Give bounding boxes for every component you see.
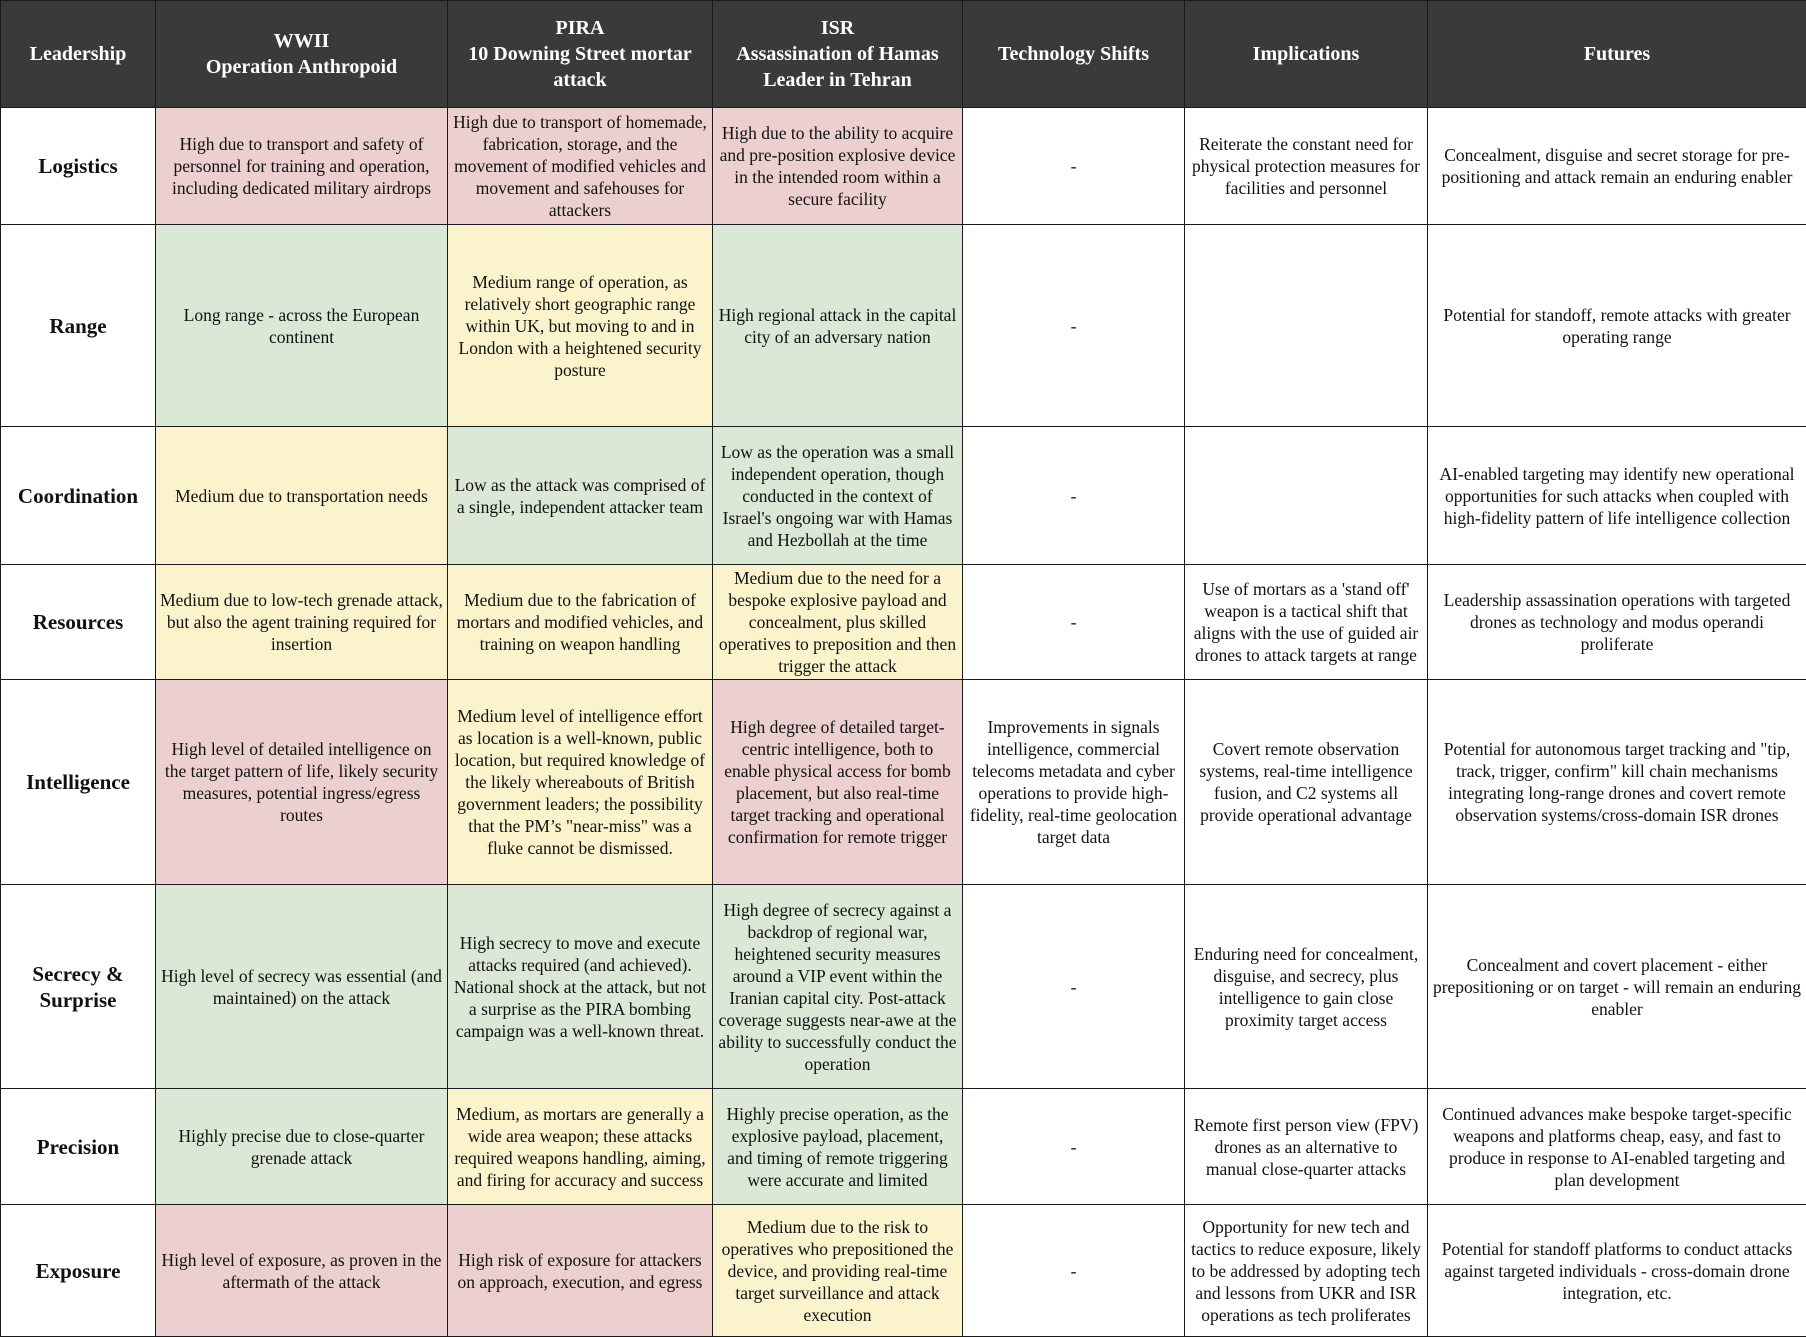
header-wwii bbox=[156, 1, 448, 108]
row-label-line: Surprise bbox=[5, 987, 151, 1013]
header-technology-shifts: Technology Shifts bbox=[963, 1, 1185, 108]
cell-wwii: High level of exposure, as proven in the aftermath of the attack bbox=[156, 1205, 448, 1337]
cell-pira: Low as the attack was comprised of a single, independent attacker team bbox=[448, 427, 713, 565]
header-isr-line: Assassination of Hamas bbox=[717, 41, 958, 67]
header-pira-line: PIRA bbox=[452, 15, 708, 41]
row-label-line: Secrecy & bbox=[5, 961, 151, 987]
row-label bbox=[1, 885, 156, 1089]
table-row-secrecy-surprise bbox=[1, 885, 1806, 1089]
cell-pira: Medium range of operation, as relatively short geographic range within UK, but moving to and in London with a heightened security posture bbox=[448, 225, 713, 427]
cell-pira: Medium, as mortars are generally a wide area weapon; these attacks required weapons handling, aiming, and firing for accuracy and success bbox=[448, 1089, 713, 1205]
header-isr bbox=[713, 1, 963, 108]
row-label-line: Intelligence bbox=[5, 769, 151, 795]
cell-wwii: Long range - across the European continent bbox=[156, 225, 448, 427]
header-row bbox=[1, 1, 1806, 108]
cell-pira: Medium level of intelligence effort as location is a well-known, public location, but required knowledge of the likely whereabouts of British government leaders; the possibility that the PM’s "near-miss" was a fluke cannot be dismissed. bbox=[448, 680, 713, 885]
cell-isr: Medium due to the risk to operatives who prepositioned the device, and providing real-time target surveillance and attack execution bbox=[713, 1205, 963, 1337]
row-label-line: Range bbox=[5, 313, 151, 339]
header-leadership: Leadership bbox=[1, 1, 156, 108]
cell-isr: High due to the ability to acquire and pre-position explosive device in the intended room within a secure facility bbox=[713, 108, 963, 225]
table-row-exposure bbox=[1, 1205, 1806, 1337]
cell-technology-shifts: Improvements in signals intelligence, commercial telecoms metadata and cyber operations to provide high-fidelity, real-time geolocation target data bbox=[963, 680, 1185, 885]
row-label bbox=[1, 565, 156, 680]
cell-futures: AI-enabled targeting may identify new operational opportunities for such attacks when coupled with high-fidelity pattern of life intelligence collection bbox=[1428, 427, 1806, 565]
cell-futures: Leadership assassination operations with targeted drones as technology and modus operandi proliferate bbox=[1428, 565, 1806, 680]
cell-technology-shifts: - bbox=[963, 1205, 1185, 1337]
cell-wwii: Medium due to low-tech grenade attack, but also the agent training required for insertion bbox=[156, 565, 448, 680]
header-pira-line: 10 Downing Street mortar bbox=[452, 41, 708, 67]
header-pira-line: attack bbox=[452, 67, 708, 93]
cell-implications: Opportunity for new tech and tactics to reduce exposure, likely to be addressed by adopting tech and lessons from UKR and ISR operations as tech proliferates bbox=[1185, 1205, 1428, 1337]
header-wwii-line: Operation Anthropoid bbox=[160, 54, 443, 80]
header-futures: Futures bbox=[1428, 1, 1806, 108]
row-label-line: Coordination bbox=[5, 483, 151, 509]
cell-technology-shifts: - bbox=[963, 108, 1185, 225]
cell-isr: Medium due to the need for a bespoke explosive payload and concealment, plus skilled operatives to preposition and then trigger the attack bbox=[713, 565, 963, 680]
cell-wwii: High level of secrecy was essential (and maintained) on the attack bbox=[156, 885, 448, 1089]
cell-implications: Enduring need for concealment, disguise, and secrecy, plus intelligence to gain close proximity target access bbox=[1185, 885, 1428, 1089]
row-label bbox=[1, 108, 156, 225]
cell-implications: Reiterate the constant need for physical protection measures for facilities and personnel bbox=[1185, 108, 1428, 225]
cell-isr: High regional attack in the capital city of an adversary nation bbox=[713, 225, 963, 427]
cell-pira: High due to transport of homemade, fabrication, storage, and the movement of modified vehicles and movement and safehouses for attackers bbox=[448, 108, 713, 225]
table-row-coordination bbox=[1, 427, 1806, 565]
row-label bbox=[1, 680, 156, 885]
row-label-line: Exposure bbox=[5, 1258, 151, 1284]
cell-futures: Potential for standoff, remote attacks with greater operating range bbox=[1428, 225, 1806, 427]
cell-isr: Low as the operation was a small independent operation, though conducted in the context of Israel's ongoing war with Hamas and Hezbollah at the time bbox=[713, 427, 963, 565]
table-row-precision bbox=[1, 1089, 1806, 1205]
cell-pira: High risk of exposure for attackers on approach, execution, and egress bbox=[448, 1205, 713, 1337]
cell-futures: Potential for autonomous target tracking and "tip, track, trigger, confirm" kill chain mechanisms integrating long-range drones and covert remote observation systems/cross-domain ISR drones bbox=[1428, 680, 1806, 885]
cell-wwii: High level of detailed intelligence on the target pattern of life, likely security measures, potential ingress/egress routes bbox=[156, 680, 448, 885]
cell-implications: Remote first person view (FPV) drones as an alternative to manual close-quarter attacks bbox=[1185, 1089, 1428, 1205]
cell-pira: High secrecy to move and execute attacks required (and achieved). National shock at the attack, but not a surprise as the PIRA bombing campaign was a well-known threat. bbox=[448, 885, 713, 1089]
table-row-resources bbox=[1, 565, 1806, 680]
cell-pira: Medium due to the fabrication of mortars and modified vehicles, and training on weapon handling bbox=[448, 565, 713, 680]
cell-isr: Highly precise operation, as the explosive payload, placement, and timing of remote triggering were accurate and limited bbox=[713, 1089, 963, 1205]
cell-wwii: High due to transport and safety of personnel for training and operation, including dedicated military airdrops bbox=[156, 108, 448, 225]
cell-technology-shifts: - bbox=[963, 1089, 1185, 1205]
cell-futures: Continued advances make bespoke target-specific weapons and platforms cheap, easy, and fast to produce in response to AI-enabled targeting and plan development bbox=[1428, 1089, 1806, 1205]
cell-technology-shifts: - bbox=[963, 885, 1185, 1089]
cell-technology-shifts: - bbox=[963, 565, 1185, 680]
row-label-line: Precision bbox=[5, 1134, 151, 1160]
row-label-line: Resources bbox=[5, 609, 151, 635]
cell-isr: High degree of detailed target-centric intelligence, both to enable physical access for bomb placement, but also real-time target tracking and operational confirmation for remote trigger bbox=[713, 680, 963, 885]
header-pira bbox=[448, 1, 713, 108]
header-isr-line: Leader in Tehran bbox=[717, 67, 958, 93]
cell-futures: Concealment, disguise and secret storage for pre-positioning and attack remain an enduring enabler bbox=[1428, 108, 1806, 225]
header-wwii-line: WWII bbox=[160, 28, 443, 54]
header-implications: Implications bbox=[1185, 1, 1428, 108]
cell-implications bbox=[1185, 225, 1428, 427]
header-isr-line: ISR bbox=[717, 15, 958, 41]
cell-technology-shifts: - bbox=[963, 225, 1185, 427]
row-label bbox=[1, 1089, 156, 1205]
row-label bbox=[1, 225, 156, 427]
cell-wwii: Medium due to transportation needs bbox=[156, 427, 448, 565]
cell-futures: Potential for standoff platforms to conduct attacks against targeted individuals - cross-domain drone integration, etc. bbox=[1428, 1205, 1806, 1337]
cell-technology-shifts: - bbox=[963, 427, 1185, 565]
table-row-intelligence bbox=[1, 680, 1806, 885]
cell-implications bbox=[1185, 427, 1428, 565]
cell-implications: Use of mortars as a 'stand off' weapon is a tactical shift that aligns with the use of guided air drones to attack targets at range bbox=[1185, 565, 1428, 680]
table-row-logistics bbox=[1, 108, 1806, 225]
row-label bbox=[1, 1205, 156, 1337]
cell-futures: Concealment and covert placement - either prepositioning or on target - will remain an enduring enabler bbox=[1428, 885, 1806, 1089]
cell-implications: Covert remote observation systems, real-time intelligence fusion, and C2 systems all provide operational advantage bbox=[1185, 680, 1428, 885]
row-label-line: Logistics bbox=[5, 153, 151, 179]
row-label bbox=[1, 427, 156, 565]
cell-isr: High degree of secrecy against a backdrop of regional war, heightened security measures around a VIP event within the Iranian capital city. Post-attack coverage suggests near-awe at the ability to successfully conduct the operation bbox=[713, 885, 963, 1089]
cell-wwii: Highly precise due to close-quarter grenade attack bbox=[156, 1089, 448, 1205]
table-row-range bbox=[1, 225, 1806, 427]
